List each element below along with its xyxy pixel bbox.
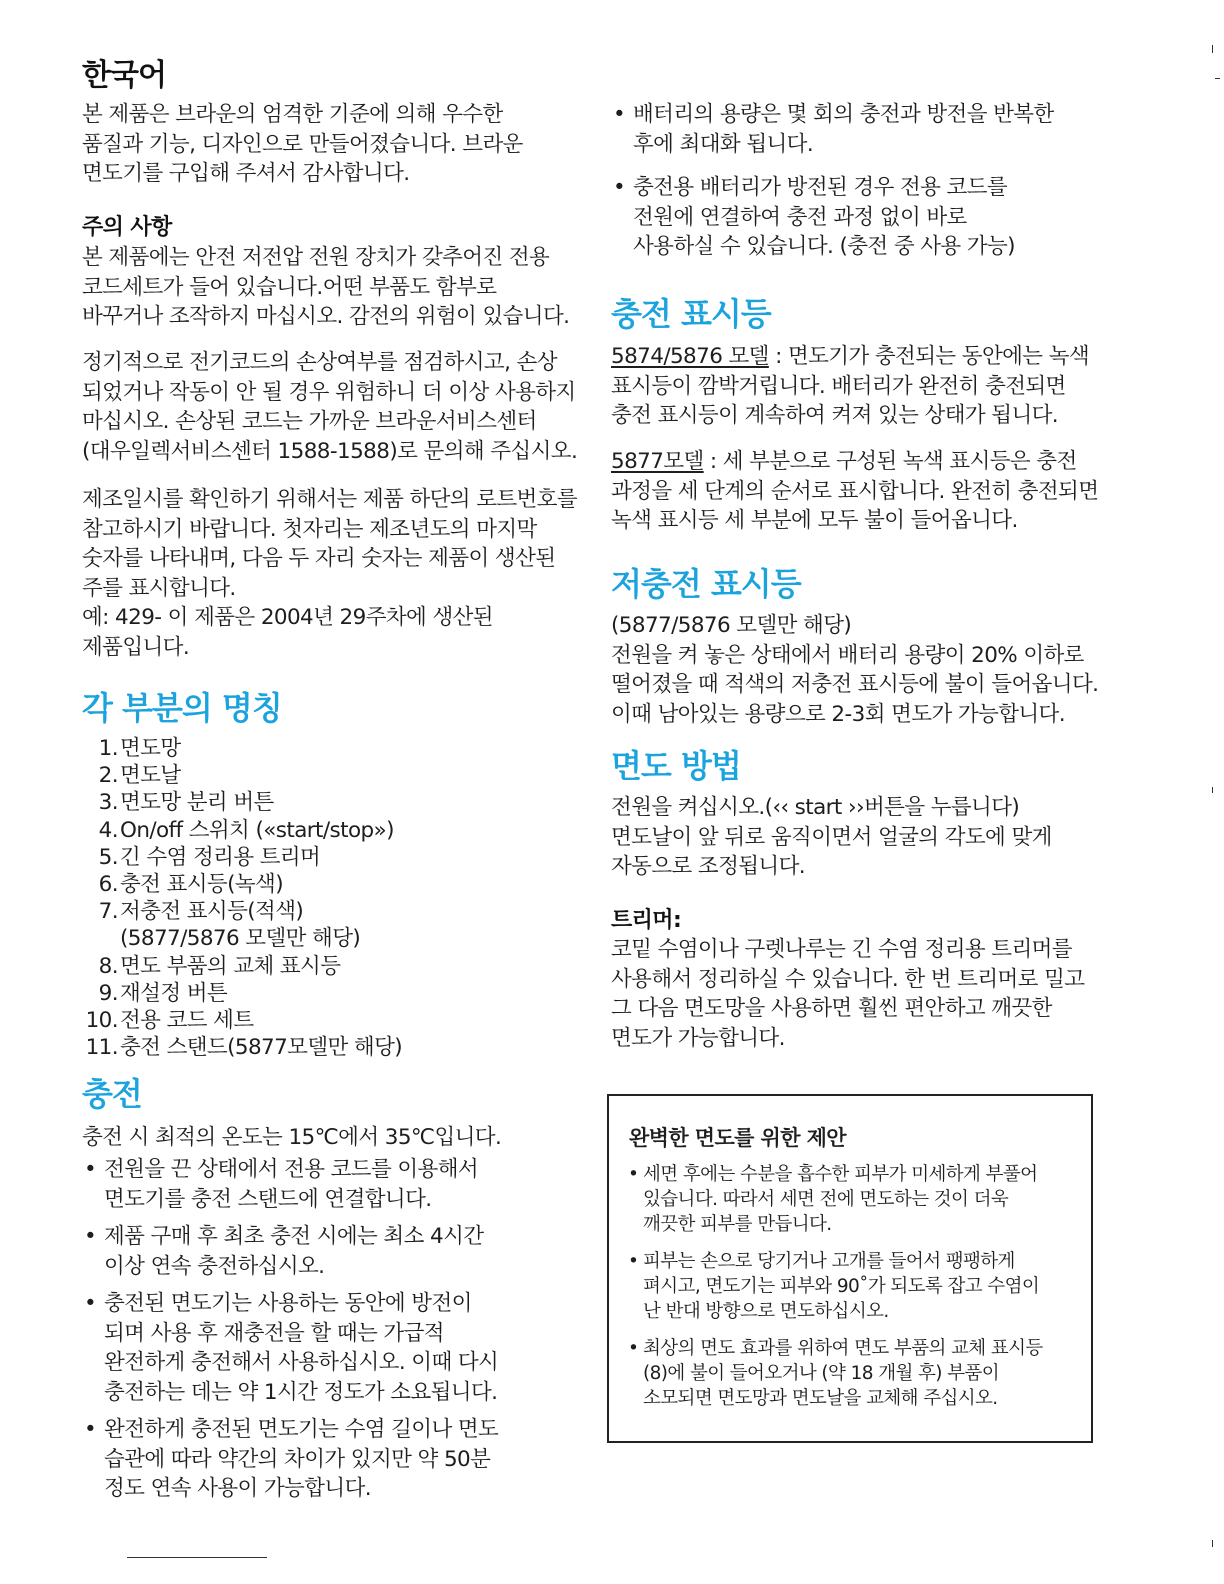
charging-bullets — [82, 1155, 602, 1504]
model-label: 5874/5876 모델 — [611, 344, 769, 369]
parts-list-item: 4. On/off 스위치 («start/stop») — [98, 817, 394, 843]
charging-heading: 충전 — [82, 1075, 142, 1113]
tips-list — [627, 1162, 1079, 1423]
model-label: 5877모델 — [611, 449, 704, 474]
charge-indicator-paragraph-1: 5874/5876 모델 : 면도기가 충전되는 동안에는 녹색 표시등이 깜박거립니다. 배터리가 완전히 충전되면 충전 표시등이 계속하여 켜져 있는 상태가 됩니다. — [611, 344, 1090, 428]
caution-line: 본 제품에는 안전 저전압 전원 장치가 갖추어진 전용 — [82, 245, 550, 270]
caution-paragraph-1 — [82, 243, 602, 332]
caution-line: 제품입니다. — [82, 634, 190, 660]
low-charge-paragraph: (5877/5876 모델만 해당) 전원을 켜 놓은 상태에서 배터리 용량이 20% 이하로 떨어졌을 때 적색의 저충전 표시등에 불이 들어옵니다. 이때 남아있는 용량으로 2-3회 면도가 가능합니다. — [611, 613, 1099, 727]
charging-bullet: • 배터리의 용량은 몇 회의 충전과 방전을 반복한 후에 최대화 됩니다. — [611, 100, 1143, 159]
crop-mark — [1212, 787, 1213, 793]
parts-list-item: 6. 충전 표시등(녹색) — [98, 872, 283, 898]
caution-line: 예: 429- 이 제품은 2004년 29주차에 생산된 — [82, 605, 493, 630]
charge-indicator-paragraph-2: 5877모델 : 세 부분으로 구성된 녹색 표시등은 충전 과정을 세 단계의 순서로 표시합니다. 완전히 충전되면 녹색 표시등 세 부분에 모두 불이 들어옵니다. — [611, 449, 1099, 533]
charging-bullet: • 전원을 끈 상태에서 전용 코드를 이용해서 면도기를 충전 스탠드에 연결합니다. — [82, 1155, 602, 1214]
shaving-heading: 면도 방법 — [611, 747, 741, 785]
caution-line: 코드세트가 들어 있습니다.어떤 부품도 함부로 — [82, 274, 497, 300]
charging-bullet: • 제품 구매 후 최초 충전 시에는 최소 4시간 이상 연속 충전하십시오. — [82, 1222, 602, 1281]
tips-item: • 세면 후에는 수분을 흡수한 피부가 미세하게 부풀어 있습니다. 따라서 세면 전에 면도하는 것이 더욱 깨끗한 피부를 만듭니다. — [627, 1162, 1079, 1237]
caution-line: 제조일시를 확인하기 위해서는 제품 하단의 로트번호를 — [82, 487, 578, 512]
caution-line: 정기적으로 전기코드의 손상여부를 점검하시고, 손상 — [82, 350, 557, 375]
parts-list-item: 8. 면도 부품의 교체 표시등 — [98, 953, 341, 979]
parts-list-item-note: (5877/5876 모델만 해당) — [120, 926, 361, 952]
page-footer-rule — [127, 1557, 267, 1558]
parts-list — [82, 735, 602, 1061]
tips-title: 완벽한 면도를 위한 제안 — [629, 1126, 846, 1150]
caution-line: 주를 표시합니다. — [82, 575, 236, 601]
crop-mark — [1212, 45, 1213, 53]
parts-list-item: 5. 긴 수염 정리용 트리머 — [98, 844, 321, 870]
caution-line: 마십시오. 손상된 코드는 가까운 브라운서비스센터 — [82, 409, 537, 434]
tips-box — [607, 1094, 1093, 1443]
caution-line: 되었거나 작동이 안 될 경우 위험하니 더 이상 사용하지 — [82, 379, 576, 405]
caution-line: 숫자를 나타내며, 다음 두 자리 숫자는 제품이 생산된 — [82, 546, 556, 571]
intro-line: 본 제품은 브라운의 엄격한 기준에 의해 우수한 — [82, 102, 503, 127]
parts-heading: 각 부분의 명칭 — [82, 689, 282, 727]
crop-mark — [1215, 78, 1220, 79]
parts-list-item: 10. 전용 코드 세트 — [85, 1008, 254, 1034]
tips-item: • 피부는 손으로 당기거나 고개를 들어서 팽팽하게 펴시고, 면도기는 피부와 90˚가 되도록 잡고 수염이 난 반대 방향으로 면도하십시오. — [627, 1249, 1079, 1324]
caution-line: 바꾸거나 조작하지 마십시오. 감전의 위험이 있습니다. — [82, 304, 570, 329]
parts-list-item: 2. 면도날 — [98, 763, 181, 789]
charging-bullet: • 완전하게 충전된 면도기는 수염 길이나 면도 습관에 따라 약간의 차이가 있지만 약 50분 정도 연속 사용이 가능합니다. — [82, 1415, 602, 1504]
trimmer-paragraph: 코밑 수염이나 구렛나루는 긴 수염 정리용 트리머를 사용해서 정리하실 수 있습니다. 한 번 트리머로 밀고 그 다음 면도망을 사용하면 훨씬 편안하고 깨끗한 면도가 가능합니다. — [611, 937, 1085, 1051]
tips-item: • 최상의 면도 효과를 위하여 면도 부품의 교체 표시등 (8)에 불이 들어오거나 (약 18 개월 후) 부품이 소모되면 면도망과 면도날을 교체해 주십시오. — [627, 1336, 1079, 1411]
charge-indicator-heading: 충전 표시등 — [611, 295, 771, 333]
language-label: 한국어 — [82, 58, 166, 93]
charging-temperature: 충전 시 최적의 온도는 15℃에서 35℃입니다. — [82, 1125, 502, 1150]
parts-list-item: 11. 충전 스탠드(5877모델만 해당) — [85, 1035, 403, 1061]
caution-paragraph-2 — [82, 348, 602, 466]
caution-title: 주의 사항 — [82, 215, 172, 240]
caution-line: (대우일렉서비스센터 1588-1588)로 문의해 주십시오. — [82, 438, 578, 464]
parts-list-item: 1. 면도망 — [98, 736, 181, 761]
charging-bullet: • 충전용 배터리가 방전된 경우 전용 코드를 전원에 연결하여 충전 과정 없이 바로 사용하실 수 있습니다. (충전 중 사용 가능) — [611, 173, 1143, 262]
shaving-paragraph: 전원을 켜십시오.(‹‹ start ››버튼을 누릅니다) 면도날이 앞 뒤로 움직이면서 얼굴의 각도에 맞게 자동으로 조정됩니다. — [611, 795, 1052, 879]
parts-list-item: 3. 면도망 분리 버튼 — [98, 790, 274, 816]
caution-line: 참고하시기 바랍니다. 첫자리는 제조년도의 마지막 — [82, 516, 537, 542]
parts-list-item: 9. 재설정 버튼 — [98, 980, 228, 1006]
charging-bullet: • 충전된 면도기는 사용하는 동안에 방전이 되며 사용 후 재충전을 할 때는 가급적 완전하게 충전해서 사용하십시오. 이때 다시 충전하는 데는 약 1시간 정도가 소요됩니다. — [82, 1289, 602, 1407]
caution-paragraph-3 — [82, 485, 602, 662]
intro-line: 품질과 기능, 디자인으로 만들어졌습니다. 브라운 — [82, 131, 523, 157]
charging-bullets-continued — [611, 100, 1143, 262]
parts-list-item: 7. 저충전 표시등(적색) — [98, 899, 304, 925]
trimmer-title: 트리머: — [611, 908, 682, 933]
intro-line: 면도기를 구입해 주셔서 감사합니다. — [82, 161, 410, 186]
crop-mark — [1212, 1540, 1213, 1547]
low-charge-heading: 저충전 표시등 — [611, 565, 801, 603]
intro-paragraph — [82, 100, 602, 189]
